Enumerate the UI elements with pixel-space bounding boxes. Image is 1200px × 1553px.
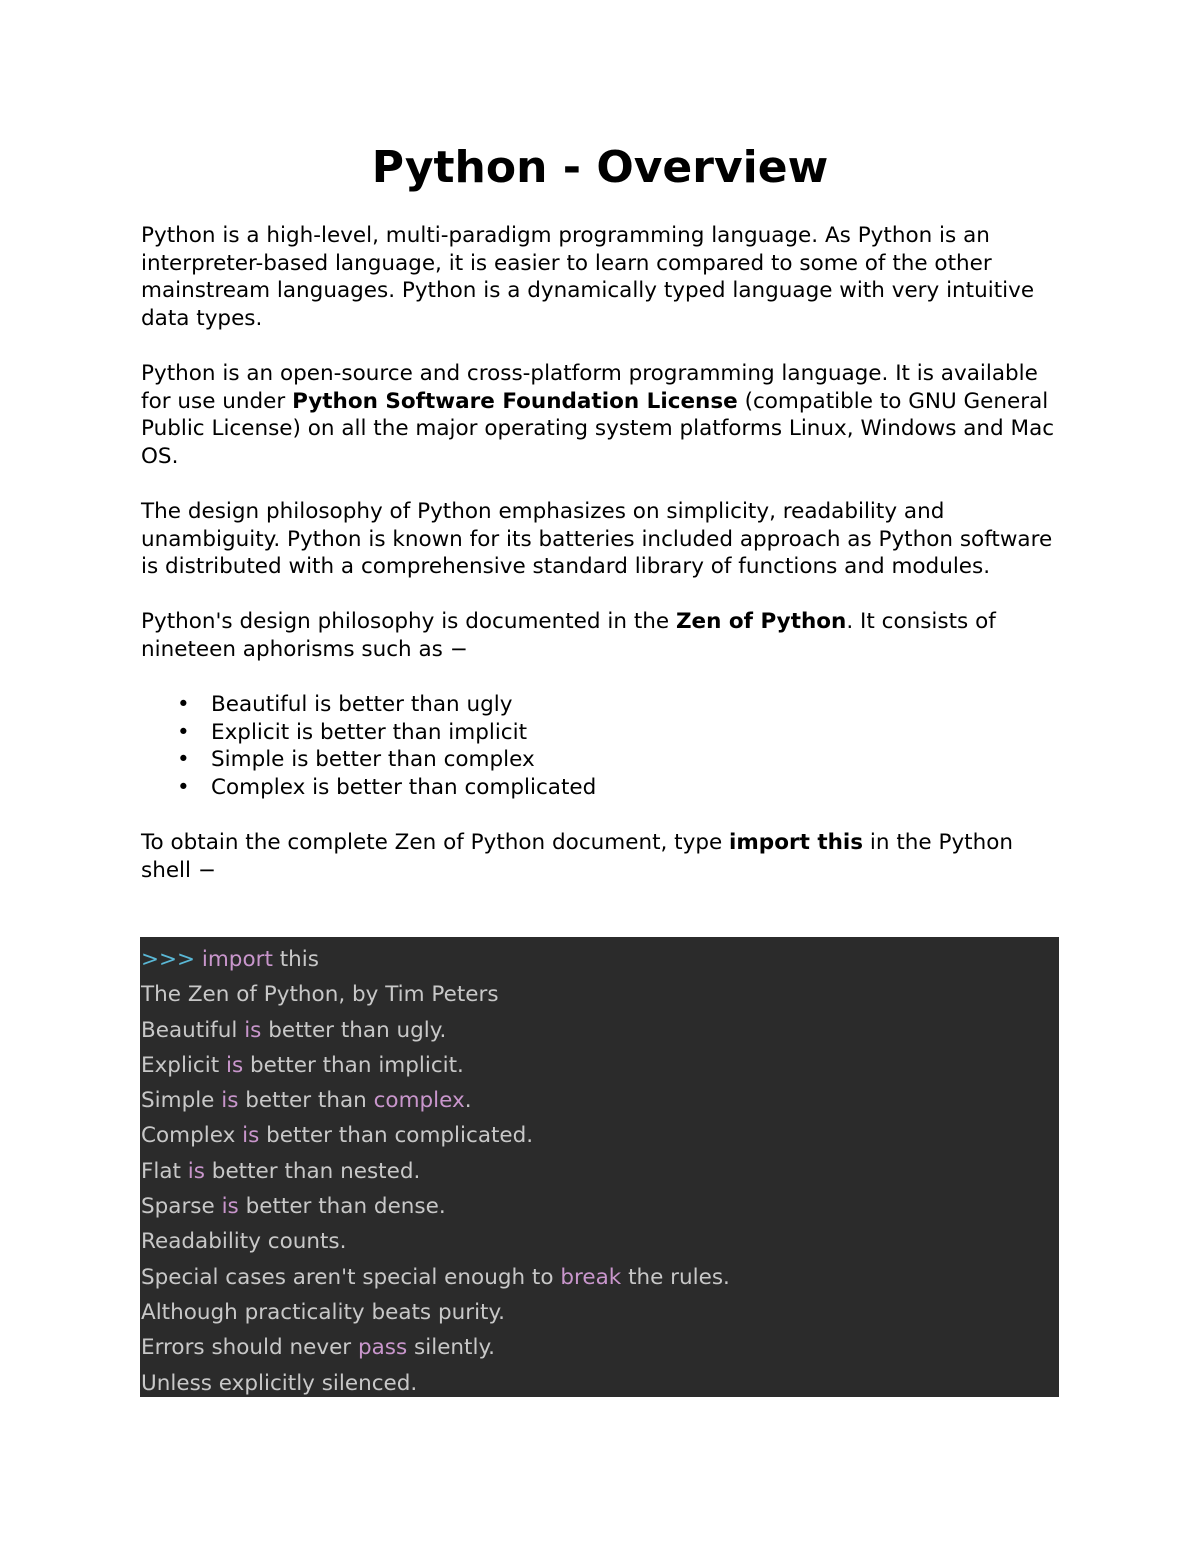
code-text: Simple — [141, 1088, 222, 1114]
code-text: better than complicated. — [259, 1123, 534, 1149]
code-keyword: is — [221, 1088, 239, 1114]
code-line — [140, 1013, 1059, 1048]
paragraph-text: . It consists of nineteen aphorisms such as − — [141, 609, 996, 662]
code-text: Beautiful — [141, 1017, 245, 1043]
paragraph-license — [141, 360, 1059, 470]
page-title: Python - Overview — [371, 142, 829, 193]
code-line — [140, 1083, 1059, 1118]
paragraph-philosophy — [141, 498, 1059, 581]
code-keyword: pass — [357, 1335, 408, 1361]
paragraph-zen — [141, 608, 1059, 663]
code-line — [140, 1295, 1059, 1330]
bullet-icon: • — [177, 692, 190, 718]
zen-of-python-term: Zen of Python — [675, 609, 847, 635]
document-body — [141, 138, 1059, 912]
code-keyword: is — [221, 1194, 239, 1220]
code-line — [140, 1154, 1059, 1189]
paragraph-text: Python is a high-level, multi-paradigm programming language. As Python is an interpreter-based language, it is easier to learn compared to some of the other mainstream languages. Python is a dynamically typed language with very intuitive data types. — [141, 223, 1035, 331]
code-line — [140, 1366, 1059, 1401]
paragraph-text: The design philosophy of Python emphasizes on simplicity, readability and unambiguity. Python is known for its batteries included approach as Python software is distributed with a comprehensive standard library of functions and modules. — [141, 498, 1053, 580]
code-text: Sparse — [141, 1194, 222, 1220]
aphorism-text: Complex is better than complicated — [211, 774, 597, 800]
code-text: Complex — [141, 1123, 243, 1149]
code-line — [140, 1118, 1059, 1153]
import-this-term: import this — [729, 830, 864, 856]
bullet-icon: • — [177, 719, 190, 745]
code-text: . — [464, 1088, 472, 1114]
code-text: better than ugly. — [261, 1017, 447, 1043]
code-text: the rules. — [621, 1264, 730, 1290]
code-keyword: is — [225, 1052, 244, 1078]
list-item — [141, 774, 1059, 802]
code-line — [140, 1224, 1059, 1259]
aphorism-text: Simple is better than complex — [211, 747, 535, 773]
list-item — [141, 691, 1059, 719]
code-text: Flat — [141, 1158, 188, 1184]
code-text: better than dense. — [238, 1194, 446, 1220]
code-keyword: complex — [373, 1088, 465, 1114]
paragraph-intro — [141, 222, 1059, 332]
code-keyword: is — [244, 1017, 262, 1043]
code-text: Although practicality beats purity. — [141, 1299, 505, 1325]
code-line — [140, 1330, 1059, 1365]
list-item — [141, 746, 1059, 774]
bullet-icon: • — [177, 774, 190, 800]
paragraph-import-this — [141, 829, 1059, 884]
code-text: Unless explicitly silenced. — [141, 1370, 418, 1396]
paragraph-text: (compatible to GNU General Public License) on all the major operating system platforms Linux, Windows and Mac OS. — [141, 388, 1055, 469]
code-text: better than nested. — [204, 1158, 421, 1184]
aphorism-list — [141, 691, 1059, 801]
code-keyword: import — [201, 947, 273, 972]
code-line — [140, 1189, 1059, 1224]
bullet-icon: • — [177, 747, 190, 773]
code-block — [140, 937, 1059, 1397]
code-line — [140, 942, 1059, 977]
code-prompt: >>> — [141, 947, 202, 972]
code-keyword: is — [242, 1123, 260, 1149]
code-text: better than — [238, 1088, 374, 1114]
code-line — [140, 1048, 1059, 1083]
code-keyword: break — [560, 1264, 622, 1290]
paragraph-text: Python is an open-source and cross-platform programming language. It is available for use under — [141, 360, 1038, 414]
code-keyword: is — [187, 1158, 205, 1184]
code-line — [140, 977, 1059, 1012]
code-text: Explicit — [141, 1052, 226, 1078]
paragraph-text: Python's design philosophy is documented in the — [141, 609, 676, 635]
code-text: this — [272, 947, 319, 972]
code-line — [140, 1260, 1059, 1295]
code-text: silently. — [407, 1335, 495, 1361]
list-item — [141, 719, 1059, 747]
paragraph-text: in the Python shell − — [141, 830, 1014, 883]
code-text: Errors should never — [141, 1335, 358, 1361]
code-text: Readability counts. — [141, 1229, 347, 1255]
code-text: Special cases aren't special enough to — [141, 1264, 561, 1290]
code-text: better than implicit. — [243, 1052, 464, 1078]
aphorism-text: Explicit is better than implicit — [211, 719, 528, 745]
paragraph-text: To obtain the complete Zen of Python document, type — [141, 830, 730, 856]
code-text: The Zen of Python, by Tim Peters — [141, 982, 499, 1008]
aphorism-text: Beautiful is better than ugly — [211, 692, 513, 718]
license-name: Python Software Foundation License — [292, 388, 738, 414]
